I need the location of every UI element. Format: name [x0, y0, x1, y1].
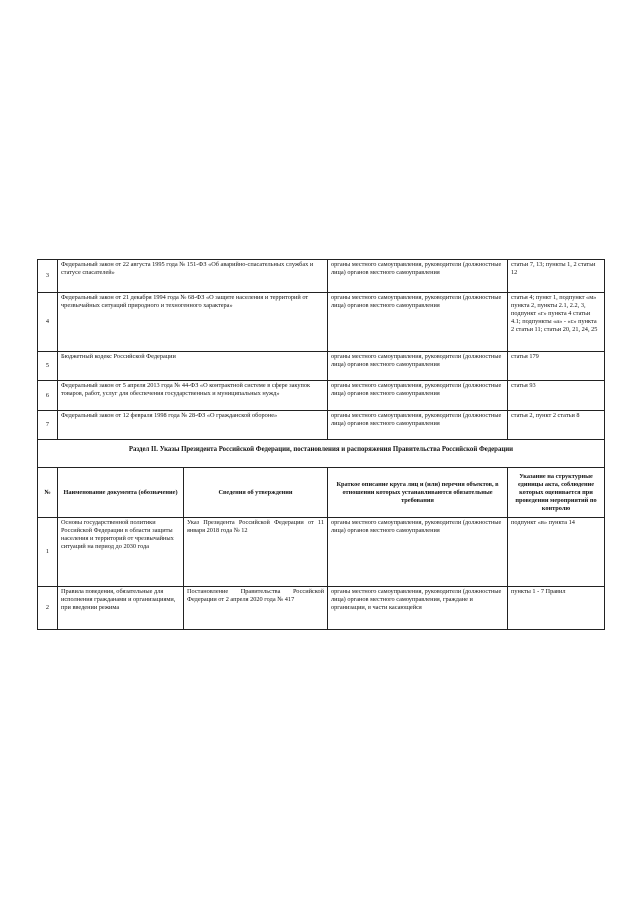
clauses-cell: подпункт «в» пункта 14: [508, 518, 605, 587]
approval-cell: Постановление Правительства Российской Федерации от 2 апреля 2020 года № 417: [184, 587, 328, 630]
clauses-cell: статья 93: [508, 381, 605, 411]
table-row: [38, 381, 605, 411]
requirements-table: [37, 259, 605, 630]
clauses-cell: статья 179: [508, 352, 605, 381]
subjects-cell: органы местного самоуправления, руководители (должностные лица) органов местного самоуправления, граждане и организации, в части касающейся: [328, 587, 508, 630]
row-number: 4: [38, 293, 58, 352]
table-row: [38, 587, 605, 630]
table-row: [38, 293, 605, 352]
table-row: [38, 411, 605, 440]
document-name: Федеральный закон от 21 декабря 1994 года № 68-ФЗ «О защите населения и территорий от чрезвычайных ситуаций природного и техногенного характера»: [58, 293, 328, 352]
document-name: Бюджетный кодекс Российской Федерации: [58, 352, 328, 381]
clauses-cell: пункты 1 - 7 Правил: [508, 587, 605, 630]
document-name: Федеральный закон от 5 апреля 2013 года № 44-ФЗ «О контрактной системе в сфере закупок товаров, работ, услуг для обеспечения государственных и муниципальных нужд»: [58, 381, 328, 411]
subjects-cell: органы местного самоуправления, руководители (должностные лица) органов местного самоуправления: [328, 381, 508, 411]
row-number: 6: [38, 381, 58, 411]
clauses-cell: статья 4; пункт 1, подпункт «м» пункта 2, пункты 2.1, 2.2, 3, подпункт «г» пункта 4 статьи 4.1; подпункты «а» - «с» пункта 2 статьи 11; статьи 20, 21, 24, 25: [508, 293, 605, 352]
document-name: Основы государственной политики Российской Федерации в области защиты населения и территорий от чрезвычайных ситуаций на период до 2030 года: [58, 518, 184, 587]
row-number: 1: [38, 518, 58, 587]
subjects-cell: органы местного самоуправления, руководители (должностные лица) органов местного самоуправления: [328, 518, 508, 587]
document-name: Правила поведения, обязательные для исполнения гражданами и организациями, при введении режима: [58, 587, 184, 630]
document-page: [37, 259, 604, 630]
document-name: Федеральный закон от 22 августа 1995 года № 151-ФЗ «Об аварийно-спасательных службах и статусе спасателей»: [58, 260, 328, 293]
table-row: [38, 518, 605, 587]
header-subjects: Краткое описание круга лиц и (или) перечня объектов, в отношении которых устанавливаются обязательные требования: [328, 468, 508, 518]
row-number: 5: [38, 352, 58, 381]
section-title: Раздел II. Указы Президента Российской Федерации, постановления и распоряжения Правительства Российской Федерации: [38, 440, 605, 468]
subjects-cell: органы местного самоуправления, руководители (должностные лица) органов местного самоуправления: [328, 352, 508, 381]
header-num: №: [38, 468, 58, 518]
approval-cell: Указ Президента Российской Федерации от 11 января 2018 года № 12: [184, 518, 328, 587]
section-title-row: [38, 440, 605, 468]
table-row: [38, 260, 605, 293]
table-header-row: [38, 468, 605, 518]
header-approval: Сведения об утверждении: [184, 468, 328, 518]
header-clauses: Указание на структурные единицы акта, соблюдение которых оценивается при проведении мероприятий по контролю: [508, 468, 605, 518]
row-number: 7: [38, 411, 58, 440]
clauses-cell: статьи 7, 13; пункты 1, 2 статьи 12: [508, 260, 605, 293]
table-row: [38, 352, 605, 381]
document-name: Федеральный закон от 12 февраля 1998 года № 28-ФЗ «О гражданской обороне»: [58, 411, 328, 440]
clauses-cell: статья 2, пункт 2 статьи 8: [508, 411, 605, 440]
subjects-cell: органы местного самоуправления, руководители (должностные лица) органов местного самоуправления: [328, 260, 508, 293]
row-number: 3: [38, 260, 58, 293]
row-number: 2: [38, 587, 58, 630]
subjects-cell: органы местного самоуправления, руководители (должностные лица) органов местного самоуправления: [328, 293, 508, 352]
subjects-cell: органы местного самоуправления, руководители (должностные лица) органов местного самоуправления: [328, 411, 508, 440]
header-name: Наименование документа (обозначение): [58, 468, 184, 518]
